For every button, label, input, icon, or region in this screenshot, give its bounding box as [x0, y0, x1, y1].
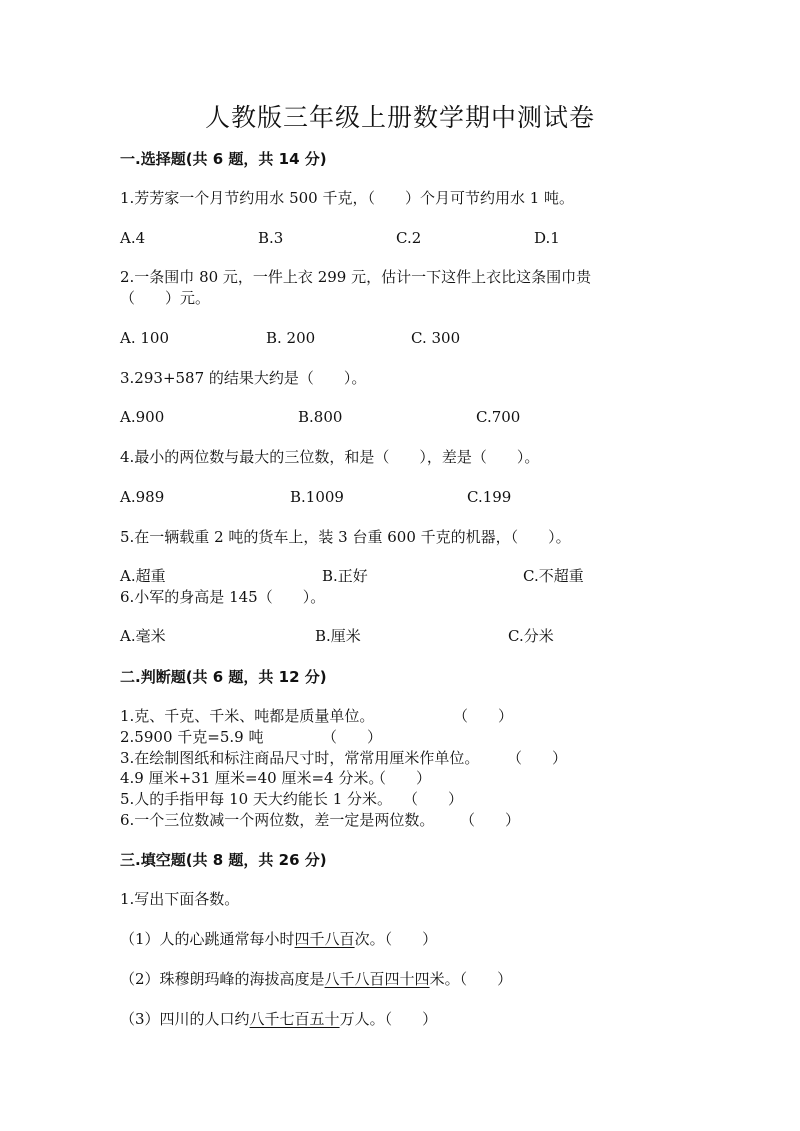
option-c: C. 300: [411, 329, 461, 347]
question-stem: 1.写出下面各数。: [120, 890, 240, 908]
sub-question-tail: 米。（ ）: [429, 970, 513, 988]
underlined-number-words: 四千八百: [294, 930, 355, 948]
judgment-item: 3.在绘制图纸和标注商品尺寸时，常常用厘米作单位。: [120, 749, 480, 767]
sub-question-text: （1）人的心跳通常每小时: [120, 930, 295, 948]
answer-paren: （ ）: [403, 790, 464, 808]
judgment-item: 6.一个三位数减一个两位数，差一定是两位数。: [120, 811, 435, 829]
page-title: 人教版三年级上册数学期中测试卷: [204, 103, 595, 132]
judgment-item: 2.5900 千克=5.9 吨: [120, 728, 264, 746]
section-heading-fill-in: 三.填空题(共 8 题，共 26 分): [120, 851, 327, 869]
question-stem: 6.小军的身高是 145（ ）。: [120, 588, 326, 606]
option-a: A.毫米: [120, 627, 166, 645]
underlined-number-words: 八千七百五十: [249, 1010, 340, 1028]
option-b: B.800: [298, 408, 343, 426]
section-heading-choice: 一.选择题(共 6 题，共 14 分): [120, 150, 327, 168]
question-stem-continued: （ ）元。: [120, 289, 211, 307]
answer-paren: （ ）: [371, 769, 432, 787]
section-heading-judgment: 二.判断题(共 6 题，共 12 分): [120, 668, 327, 686]
option-a: A.超重: [120, 567, 166, 585]
sub-question-text: （2）珠穆朗玛峰的海拔高度是: [120, 970, 325, 988]
sub-question-tail: 次。（ ）: [354, 930, 438, 948]
sub-question-tail: 万人。（ ）: [339, 1010, 438, 1028]
answer-paren: （ ）: [453, 707, 514, 725]
option-a: A.900: [120, 408, 165, 426]
question-stem: 2.一条围巾 80 元，一件上衣 299 元，估计一下这件上衣比这条围巾贵: [120, 268, 592, 286]
answer-paren: （ ）: [460, 811, 521, 829]
option-c: C.不超重: [523, 567, 584, 585]
question-stem: 3.293+587 的结果大约是（ ）。: [120, 369, 367, 387]
judgment-item: 4.9 厘米+31 厘米=40 厘米=4 分米。: [120, 769, 384, 787]
question-stem: 5.在一辆载重 2 吨的货车上，装 3 台重 600 千克的机器，（ ）。: [120, 528, 571, 546]
option-b: B.厘米: [315, 627, 361, 645]
sub-question: [120, 1010, 437, 1028]
answer-paren: （ ）: [507, 749, 568, 767]
judgment-item: 5.人的手指甲每 10 天大约能长 1 分米。: [120, 790, 393, 808]
option-c: C.2: [396, 229, 422, 247]
question-stem: 1.芳芳家一个月节约用水 500 千克，（ ）个月可节约用水 1 吨。: [120, 189, 575, 207]
option-d: D.1: [534, 229, 560, 247]
judgment-item: 1.克、千克、千米、吨都是质量单位。: [120, 707, 375, 725]
sub-question-text: （3）四川的人口约: [120, 1010, 250, 1028]
answer-paren: （ ）: [322, 728, 383, 746]
sub-question: [120, 930, 437, 948]
option-a: A.989: [120, 488, 165, 506]
option-c: C.700: [476, 408, 521, 426]
option-a: A. 100: [120, 329, 169, 347]
option-b: B.3: [258, 229, 284, 247]
option-b: B.正好: [322, 567, 368, 585]
option-a: A.4: [120, 229, 146, 247]
option-b: B. 200: [266, 329, 316, 347]
sub-question: [120, 970, 512, 988]
question-stem: 4.最小的两位数与最大的三位数，和是（ ），差是（ ）。: [120, 448, 540, 466]
option-b: B.1009: [290, 488, 344, 506]
underlined-number-words: 八千八百四十四: [324, 970, 430, 988]
option-c: C.199: [467, 488, 512, 506]
option-c: C.分米: [508, 627, 554, 645]
